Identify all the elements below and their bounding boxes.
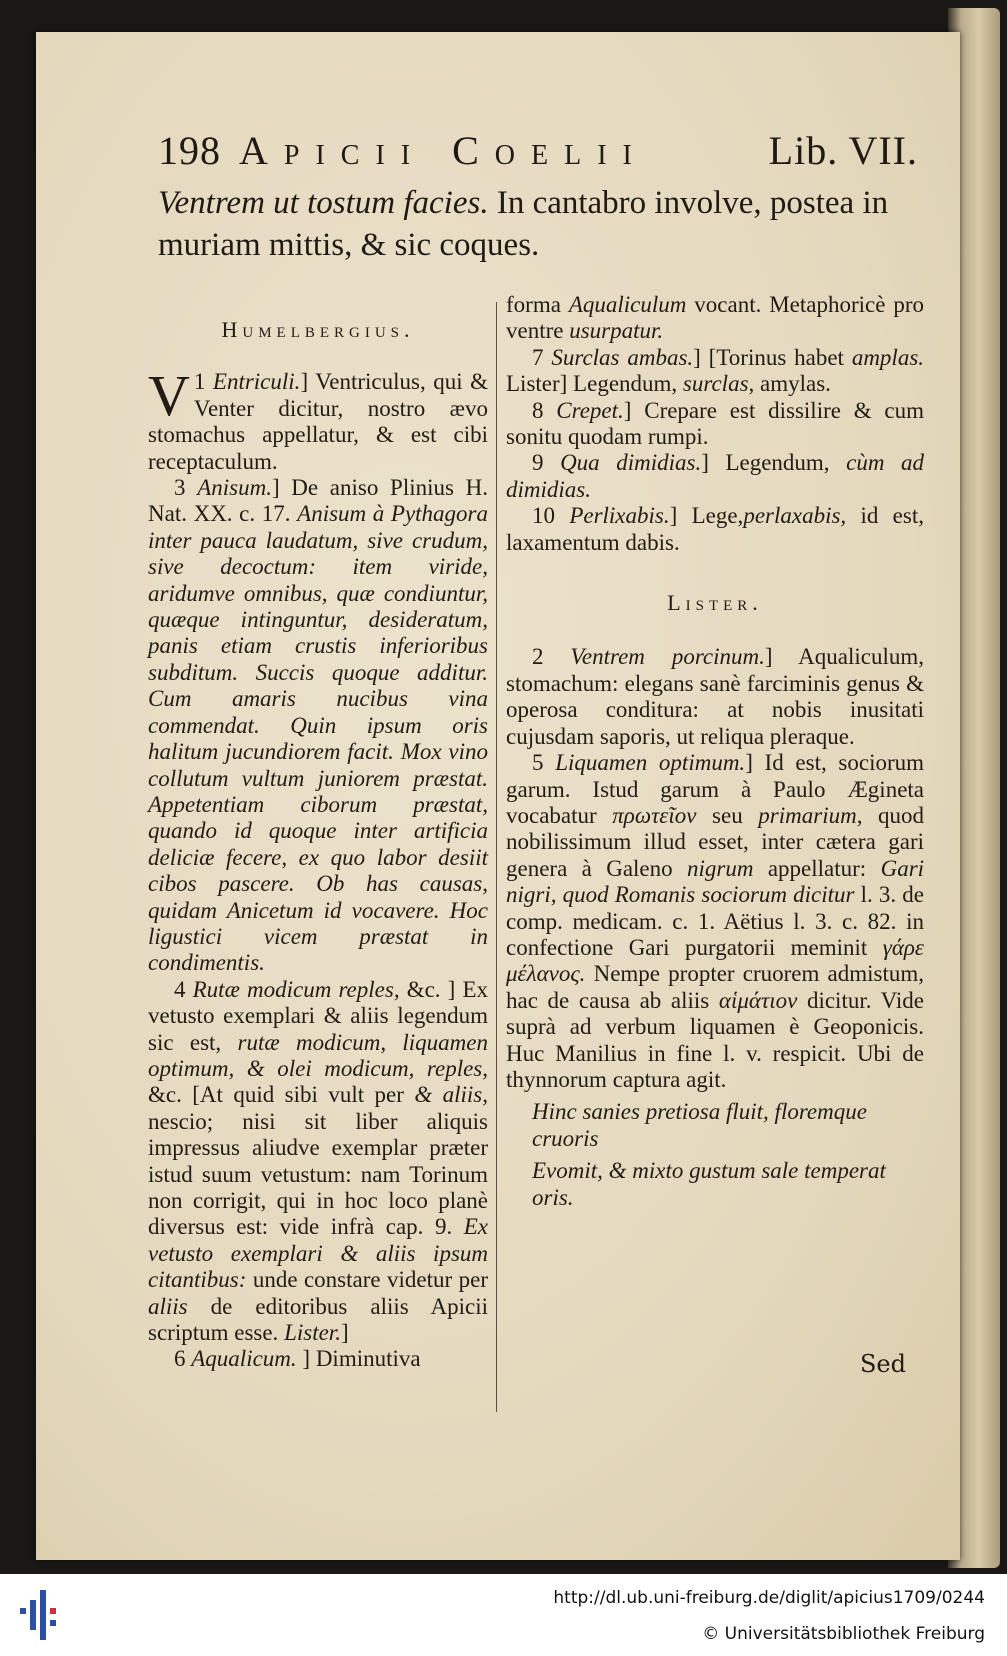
author-name: Apicii Coelii xyxy=(239,128,648,173)
note-text: Nempe propter cruorem admistum, hac de causa ab aliis xyxy=(506,961,924,1013)
note-italic: Gari nigri, quod Romanis sociorum dicitur xyxy=(506,855,925,908)
recipe-title xyxy=(158,182,918,266)
note-italic: Aqualiculum xyxy=(568,292,687,317)
note-text: de editoribus aliis Apicii scriptum esse. xyxy=(148,1293,488,1346)
lister-note-5 xyxy=(506,750,924,1093)
note-text: vocant. Metaphoricè pro ventre xyxy=(506,292,925,344)
note-italic: Ex vetusto exemplari & aliis ipsum citantibus: xyxy=(148,1214,489,1293)
drop-capital: V xyxy=(148,363,190,429)
note-lemma: Crepet. xyxy=(556,397,624,423)
note-lemma: Anisum. xyxy=(197,475,272,501)
note-lemma: Liquamen optimum. xyxy=(555,750,746,776)
note-italic: perlaxabis, xyxy=(743,503,847,529)
note-text: ] Crepare est dissilire & cum sonitu quodam rumpi. xyxy=(506,397,924,450)
note-number: 8 xyxy=(532,397,544,423)
note-text: id est, laxamentum dabis. xyxy=(506,503,924,555)
note-text: amylas. xyxy=(760,371,831,397)
greek-term: γάρε μέλανος. xyxy=(506,934,924,987)
note-text: ] Diminutiva xyxy=(302,1346,421,1372)
note-1 xyxy=(148,363,488,475)
note-7 xyxy=(506,345,924,398)
verse-line-1: Hinc sanies pretiosa fluit, floremque cruoris xyxy=(532,1099,867,1151)
note-lemma: Qua dimidias. xyxy=(560,450,702,476)
column-divider xyxy=(496,302,497,1412)
note-number: 9 xyxy=(532,450,544,476)
note-lemma: Surclas ambas. xyxy=(551,344,694,370)
note-10 xyxy=(506,503,924,556)
note-text: ] Ventriculus, qui & Venter dicitur, nostro ævo stomachus appellatur, & est cibi receptaculum. xyxy=(148,369,488,474)
page-number: 198 xyxy=(158,128,221,173)
library-logo-icon xyxy=(18,1586,66,1640)
note-number: 6 xyxy=(174,1346,186,1372)
note-text: ] De aniso Plinius H. Nat. XX. c. 17. xyxy=(148,475,488,527)
note-number: 5 xyxy=(532,750,544,776)
note-text: unde constare videtur per xyxy=(252,1267,488,1293)
note-italic: aliis xyxy=(148,1293,188,1319)
note-text: ] Id est, sociorum garum. Istud garum à Paulo Ægineta vocabatur xyxy=(506,750,925,828)
running-head xyxy=(158,127,918,174)
note-text: &c. ] Ex vetusto exemplari & aliis legendum sic est, xyxy=(148,976,488,1055)
note-text: ] Lege, xyxy=(669,503,744,529)
section-heading-humelbergius: Humelbergius. xyxy=(221,317,415,342)
note-italic: Lister. xyxy=(284,1320,341,1346)
permalink-link[interactable]: http://dl.ub.uni-freiburg.de/diglit/apicius1709/0244 xyxy=(553,1588,985,1608)
note-text: ] xyxy=(340,1320,349,1346)
note-text: ] Aqualiculum, stomachum: elegans sanè farciminis genus & operosa conditura: at nobis inusitati cujusdam saporis, ut reliqua pleraque. xyxy=(506,644,924,749)
verse-line-2: Evomit, & mixto gustum sale temperat oris. xyxy=(532,1158,886,1210)
note-3 xyxy=(148,475,488,977)
note-8 xyxy=(506,398,924,451)
note-italic: rutæ modicum, liquamen optimum, & olei modicum, reples, xyxy=(148,1029,488,1081)
note-number: 2 xyxy=(532,644,544,670)
note-lemma: Entriculi. xyxy=(212,369,301,395)
note-italic: & aliis, xyxy=(414,1082,488,1108)
note-text: ] Legendum, xyxy=(701,450,830,476)
book-page xyxy=(36,32,960,1560)
copyright-notice: © Universitätsbibliothek Freiburg xyxy=(702,1624,985,1644)
note-text: appellatur: xyxy=(767,855,867,881)
note-italic: usurpatur. xyxy=(569,318,664,344)
left-column xyxy=(148,307,488,1373)
greek-term: πρωτεῖον xyxy=(612,802,697,828)
note-text: dicitur. Vide suprà ad verbum liquamen è Geoponicis. Huc Manilius in fine l. v. respicit. Ubi de thynnorum captura agit. xyxy=(506,987,925,1092)
greek-term: αἱμάτιον xyxy=(718,987,798,1013)
note-4 xyxy=(148,977,488,1347)
note-italic: surclas, xyxy=(682,371,755,397)
note-lemma: Rutæ modicum reples, xyxy=(192,976,400,1002)
note-text: forma xyxy=(506,292,561,317)
book-number: Lib. VII. xyxy=(768,128,918,173)
note-6-continued xyxy=(506,292,924,345)
note-italic: nigrum xyxy=(687,855,754,881)
note-italic: cùm ad dimidias. xyxy=(506,450,924,502)
note-6 xyxy=(148,1346,488,1372)
note-text: nescio; nisi sit liber aliquis impressus aliudve exemplar præter istud suum vetustum: nam Torinum non corrigit, qui in hoc loco planè diversus est: vide infrà cap. 9. xyxy=(148,1108,488,1240)
note-text: quod nobilissimum illud esset, inter cætera gari genera à Galeno xyxy=(506,802,925,881)
recipe-title-italic: Ventrem ut tostum facies. xyxy=(158,185,489,221)
recipe-text: In cantabro involve, postea in muriam mittis, & sic coques. xyxy=(158,185,889,263)
note-number: 10 xyxy=(532,503,555,529)
note-9 xyxy=(506,450,924,503)
note-text: l. 3. de comp. medicam. c. 1. Aëtius l. 3. c. 82. in confectione Gari purgatorii meminit xyxy=(506,882,925,960)
note-number: 3 xyxy=(174,475,186,501)
note-text: &c. [At quid sibi vult per xyxy=(148,1082,404,1108)
note-text: seu xyxy=(712,802,743,828)
note-lemma: Ventrem porcinum. xyxy=(570,644,765,670)
section-heading-lister: Lister. xyxy=(667,590,763,616)
viewer-footer xyxy=(0,1574,1007,1656)
note-number: 4 xyxy=(174,976,186,1002)
pliny-quotation: Anisum à Pythagora inter pauca laudatum, sive crudum, sive decoctum: item viride, aridumve omnibus, quæ condiuntur, quæque intinguntur, desideratum, panis etiam crustis inferioribus subditum. Succis quoque additur. Cum amaris nucibus vina commendat. Quin ipsum oris halitum jucundiorem facit. Mox vino collutum vultum juniorem præstat. Appetentiam ciborum præstat, quando id quoque inter artificia deliciæ fecere, ex quo labor desiit cibos pascere. Ob has causas, quidam Anicetum id vocavere. Hoc ligustici vicem præstat in condimentis. xyxy=(148,501,488,976)
note-italic: amplas. xyxy=(851,344,925,370)
note-lemma: Perlixabis. xyxy=(569,503,670,529)
catchword: Sed xyxy=(859,1350,906,1378)
note-italic: primarium, xyxy=(758,802,863,828)
note-text: ] [Torinus habet xyxy=(693,344,844,370)
note-lemma: Aqualicum. xyxy=(191,1346,297,1372)
note-number: 1 xyxy=(193,369,206,395)
note-number: 7 xyxy=(532,344,544,370)
lister-note-2 xyxy=(506,644,924,750)
note-text: Lister] Legendum, xyxy=(506,371,678,397)
right-column xyxy=(506,292,924,1211)
